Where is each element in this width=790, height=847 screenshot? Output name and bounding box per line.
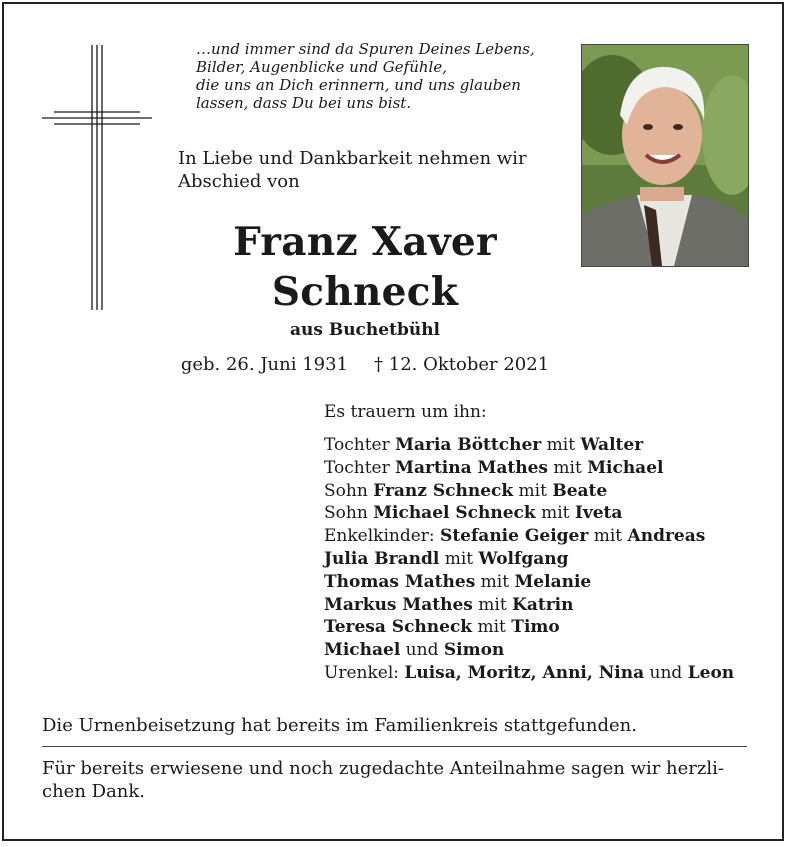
mourner-relation: Enkelkinder: <box>324 526 441 547</box>
mourner-name: Franz Schneck <box>373 480 514 501</box>
mourner-name: Beate <box>552 480 608 501</box>
mourner-row <box>324 571 734 594</box>
mourner-name: Katrin <box>512 594 574 615</box>
mourner-name: Michael <box>587 457 664 478</box>
mourner-name: Walter <box>580 435 644 455</box>
mourner-relation: Tochter <box>324 457 396 478</box>
mourner-row <box>324 548 734 571</box>
mourner-relation: mit <box>547 457 588 478</box>
mourner-row <box>324 594 734 617</box>
mourner-relation: und <box>400 640 444 661</box>
mourner-name: Teresa Schneck <box>324 617 473 638</box>
mourners-heading: Es trauern um ihn: <box>324 402 487 422</box>
mourner-name: Julia Brandl <box>324 548 440 569</box>
death-date: † 12. Oktober 2021 <box>374 354 550 375</box>
mourner-name: Maria Böttcher <box>395 435 542 455</box>
portrait-photo <box>581 44 749 267</box>
mourner-name: Leon <box>687 662 735 683</box>
mourner-row <box>324 639 734 662</box>
mourner-row <box>324 525 734 548</box>
mourner-name: Andreas <box>627 526 706 547</box>
mourner-name: Markus Mathes <box>324 594 473 615</box>
memorial-poem <box>196 40 566 112</box>
mourner-row <box>324 457 734 480</box>
poem-line: …und immer sind da Spuren Deines Lebens, <box>196 40 535 58</box>
mourner-row <box>324 434 734 457</box>
poem-line: die uns an Dich erinnern, und uns glauben <box>196 76 521 94</box>
first-name: Franz Xaver <box>233 219 497 265</box>
mourner-name: Luisa, Moritz, Anni, Nina <box>404 662 645 683</box>
birth-date: geb. 26. Juni 1931 <box>180 354 349 375</box>
mourners-list <box>324 434 734 685</box>
origin-place: aus Buchetbühl <box>289 320 441 340</box>
mourner-relation: Urenkel: <box>324 662 405 683</box>
mourner-name: Simon <box>443 640 505 661</box>
life-dates <box>180 354 550 375</box>
mourner-relation: mit <box>541 435 581 455</box>
burial-note: Die Urnenbeisetzung hat bereits im Familienkreis stattgefunden. <box>42 715 637 736</box>
mourner-relation: mit <box>535 503 575 524</box>
mourner-relation: mit <box>472 617 512 638</box>
mourner-row <box>324 616 734 639</box>
thanks-line: Für bereits erwiesene und noch zugedachte Anteilnahme sagen wir herzli- <box>42 758 724 779</box>
mourner-row <box>324 502 734 525</box>
mourner-name: Thomas Mathes <box>324 571 476 592</box>
mourner-relation: Sohn <box>324 503 374 524</box>
mourner-name: Stefanie Geiger <box>440 526 589 547</box>
mourner-name: Martina Mathes <box>395 457 548 478</box>
mourner-relation: mit <box>513 480 553 501</box>
mourner-relation: mit <box>439 548 479 569</box>
last-name: Schneck <box>271 269 459 315</box>
thanks-line: chen Dank. <box>42 781 146 802</box>
poem-line: lassen, dass Du bei uns bist. <box>196 94 412 112</box>
mourner-name: Iveta <box>574 503 623 524</box>
mourner-row <box>324 480 734 503</box>
intro-line: Abschied von <box>178 171 300 192</box>
mourner-name: Michael <box>324 640 401 661</box>
intro-line: In Liebe und Dankbarkeit nehmen wir <box>178 148 527 169</box>
farewell-intro <box>178 147 568 193</box>
mourner-row <box>324 662 734 685</box>
mourner-name: Timo <box>511 617 560 638</box>
deceased-name <box>180 217 550 317</box>
mourner-relation: Sohn <box>324 480 374 501</box>
poem-line: Bilder, Augenblicke und Gefühle, <box>196 58 447 76</box>
thanks-note <box>42 757 752 803</box>
mourner-name: Melanie <box>514 571 592 592</box>
mourner-relation: und <box>644 662 688 683</box>
mourner-name: Michael Schneck <box>373 503 536 524</box>
mourner-relation: mit <box>475 571 515 592</box>
mourner-relation: Tochter <box>324 435 396 455</box>
cross-icon <box>42 45 152 310</box>
divider <box>42 746 747 747</box>
mourner-name: Wolfgang <box>478 548 569 569</box>
mourner-relation: mit <box>588 526 628 547</box>
mourner-relation: mit <box>472 594 513 615</box>
